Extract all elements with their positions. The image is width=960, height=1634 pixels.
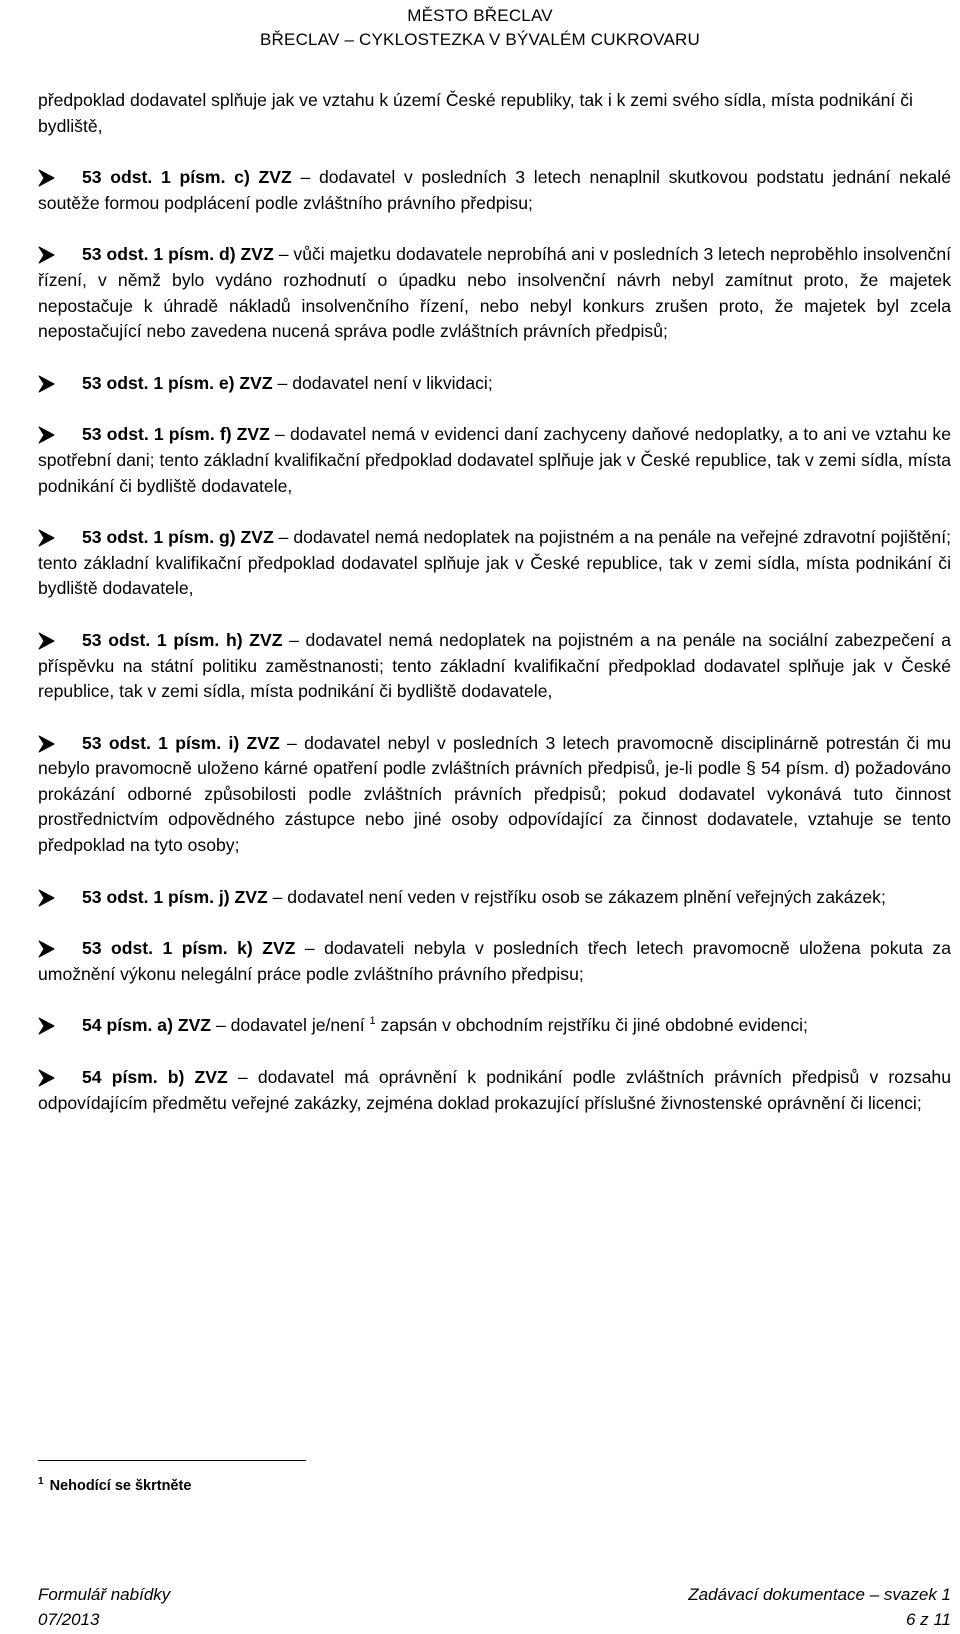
footnote-separator — [38, 1460, 306, 1461]
page-header — [0, 4, 960, 52]
arrow-bullet-icon — [38, 887, 56, 909]
item-label: 53 odst. 1 písm. i) ZVZ — [82, 732, 280, 753]
header-title: MĚSTO BŘECLAV — [407, 6, 553, 25]
arrow-bullet-icon — [38, 1015, 56, 1037]
item-text: – dodavatel nemá nedoplatek na pojistném a na penále na sociální zabezpečení a příspěvku na státní politiku zaměstnanosti; tento základní kvalifikační předpoklad dodavatel splňuje jak v České republice, tak v zemi sídla, místa podnikání či bydliště dodavatele, — [38, 629, 951, 702]
list-item — [38, 525, 951, 602]
item-text: – dodavatel v posledních 3 letech nenaplnil skutkovou podstatu jednání nekalé soutěže formou podplácení podle zvláštního právního předpisu; — [38, 167, 951, 213]
list-item — [38, 371, 951, 397]
footnote — [38, 1476, 191, 1494]
footer-doc-name: Zadávací dokumentace – svazek 1 — [688, 1585, 951, 1604]
item-label: 53 odst. 1 písm. d) ZVZ — [82, 244, 274, 265]
item-text: – dodavatel nemá nedoplatek na pojistném a na penále na veřejné zdravotní pojištění; tento základní kvalifikační předpoklad dodavatel splňuje jak v České republice, tak v zemi sídla, místa podnikání či bydliště dodavatele, — [38, 527, 951, 599]
list-item — [38, 1013, 951, 1039]
arrow-bullet-icon — [38, 938, 56, 960]
item-label: 53 odst. 1 písm. j) ZVZ — [82, 886, 268, 907]
footer-form-name: Formulář nabídky — [38, 1585, 171, 1604]
header-subtitle: BŘECLAV – CYKLOSTEZKA V BÝVALÉM CUKROVARU — [260, 30, 700, 49]
arrow-bullet-icon — [38, 373, 56, 395]
list-item — [38, 242, 951, 344]
item-text: – dodavatel není v likvidaci; — [272, 372, 493, 393]
footnote-number: 1 — [38, 1476, 44, 1487]
item-text: – dodavatel má oprávnění k podnikání podle zvláštních právních předpisů v rozsahu odpovídajícím předmětu veřejné zakázky, zejména doklad prokazující příslušné živnostenské oprávnění či licenci; — [38, 1067, 951, 1113]
intro-paragraph: předpoklad dodavatel splňuje jak ve vztahu k území České republiky, tak i k zemi svého sídla, místa podnikání či bydliště, — [38, 90, 913, 136]
item-text: – dodavatel nemá v evidenci daní zachyceny daňové nedoplatky, a to ani ve vztahu ke spotřební dani; tento základní kvalifikační předpoklad dodavatel splňuje jak v České republice, tak v zemi sídla, místa podnikání či bydliště dodavatele, — [38, 424, 951, 496]
item-text-continued: zapsán v obchodním rejstříku či jiné obdobné evidenci; — [375, 1015, 808, 1036]
arrow-bullet-icon — [38, 167, 56, 189]
item-label: 54 písm. b) ZVZ — [82, 1067, 228, 1088]
item-label: 53 odst. 1 písm. g) ZVZ — [82, 527, 274, 548]
item-label: 53 odst. 1 písm. f) ZVZ — [82, 424, 270, 445]
item-label: 53 odst. 1 písm. e) ZVZ — [82, 372, 273, 393]
arrow-bullet-icon — [38, 527, 56, 549]
list-item — [38, 628, 951, 705]
footer-date: 07/2013 — [38, 1610, 100, 1629]
arrow-bullet-icon — [38, 424, 56, 446]
document-body — [38, 88, 951, 1142]
item-text: – dodavatel není veden v rejstříku osob se zákazem plnění veřejných zakázek; — [267, 886, 886, 907]
list-item — [38, 165, 951, 216]
list-item — [38, 731, 951, 859]
footer-page-number: 6 z 11 — [905, 1610, 951, 1629]
criteria-list — [38, 165, 951, 1116]
item-text: – dodavatel je/není — [211, 1015, 365, 1036]
list-item — [38, 885, 951, 911]
item-text: – dodavatel nebyl v posledních 3 letech pravomocně disciplinárně potrestán či mu nebylo pravomocně uloženo kárné opatření podle zvláštních právních předpisů, je-li podle § 54 písm. d) požadováno prokázání odborné způsobilosti podle zvláštních právních předpisů; pokud dodavatel vykonává tuto činnost prostřednictvím odpovědného zástupce nebo jiné osoby odpovídající za činnost dodavatele, vztahuje se tento předpoklad na tyto osoby; — [38, 732, 951, 856]
footnote-text: Nehodící se škrtněte — [49, 1477, 192, 1494]
arrow-bullet-icon — [38, 244, 56, 266]
arrow-bullet-icon — [38, 1067, 56, 1089]
item-text: – vůči majetku dodavatele neprobíhá ani v posledních 3 letech neproběhlo insolvenční řízení, v němž bylo vydáno rozhodnutí o úpadku nebo insolvenční návrh nebyl zamítnut proto, že majetek nepostačuje k úhradě nákladů insolvenčního řízení, nebo nebyl konkurs zrušen proto, že majetek byl zcela nepostačující nebo zavedena nucená správa podle zvláštních právních předpisů; — [38, 244, 952, 342]
item-label: 53 odst. 1 písm. k) ZVZ — [82, 938, 296, 959]
arrow-bullet-icon — [38, 630, 56, 652]
list-item — [38, 422, 951, 499]
item-text: – dodavateli nebyla v posledních třech letech pravomocně uložena pokuta za umožnění výkonu nelegální práce podle zvláštního právního předpisu; — [38, 938, 951, 984]
item-label: 53 odst. 1 písm. h) ZVZ — [82, 629, 283, 650]
list-item — [38, 1065, 951, 1116]
footnote-reference: 1 — [369, 1015, 376, 1028]
item-label: 54 písm. a) ZVZ — [82, 1015, 212, 1036]
item-label: 53 odst. 1 písm. c) ZVZ — [82, 167, 292, 188]
arrow-bullet-icon — [38, 733, 56, 755]
list-item — [38, 936, 951, 987]
